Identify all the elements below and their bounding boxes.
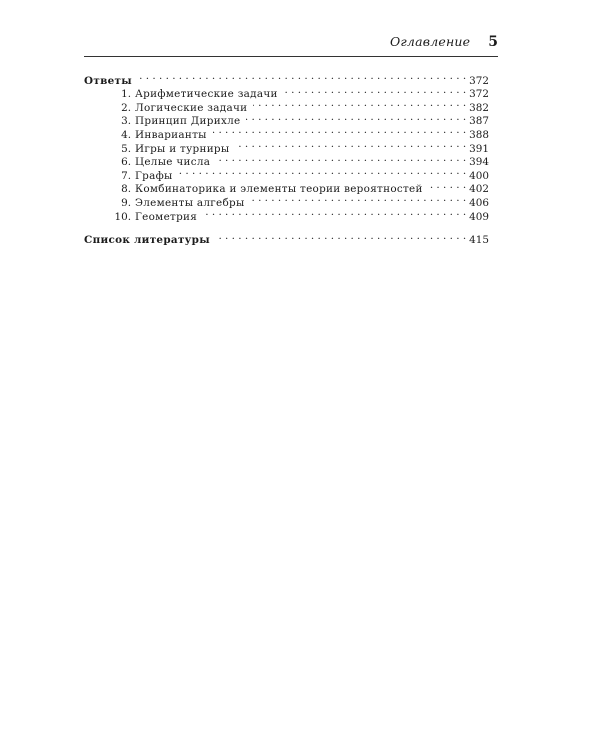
- toc-entry-title: Логические задачи: [135, 101, 248, 114]
- toc-leader-dots: [179, 165, 467, 179]
- toc-page-number: 406: [469, 196, 489, 209]
- toc-page-number: 372: [469, 88, 489, 101]
- toc-section-answers[interactable]: [84, 70, 489, 87]
- toc-entry-title: Геометрия: [135, 210, 198, 223]
- toc-leader-dots: [216, 152, 466, 166]
- running-head-title: Оглавление: [389, 34, 471, 49]
- toc-page-number: 402: [469, 183, 489, 196]
- toc-entry-title: Комбинаторика и элементы теории вероятностей: [135, 183, 423, 196]
- toc-entry-number: 1.: [121, 88, 131, 101]
- table-of-contents: [84, 70, 489, 247]
- page-number: 5: [488, 34, 498, 50]
- toc-leader-dots: [429, 179, 466, 193]
- toc-leader-dots: [216, 230, 466, 244]
- toc-entry-number: 7.: [121, 169, 131, 182]
- toc-leader-dots: [203, 206, 466, 220]
- toc-leader-dots: [213, 124, 466, 138]
- toc-leader-dots: [235, 138, 466, 152]
- toc-leader-dots: [253, 97, 466, 111]
- toc-entry-number: 6.: [121, 156, 131, 169]
- running-head: [84, 34, 498, 52]
- toc-section-title: Ответы: [84, 74, 132, 87]
- toc-page-number: 394: [469, 156, 489, 169]
- toc-entry-title: Принцип Дирихле: [135, 115, 241, 128]
- toc-page-number: 372: [469, 74, 489, 87]
- toc-page-number: 409: [469, 210, 489, 223]
- toc-entry-number: 4.: [121, 128, 131, 141]
- toc-entry-title: Игры и турниры: [135, 142, 230, 155]
- toc-entry-number: 3.: [121, 115, 131, 128]
- toc-entry-number: 8.: [121, 183, 131, 196]
- toc-leader-dots: [251, 192, 467, 206]
- toc-page-number: 387: [469, 115, 489, 128]
- toc-page-number: 382: [469, 101, 489, 114]
- toc-entry-number: 9.: [121, 196, 131, 209]
- toc-entry-number: 2.: [121, 101, 131, 114]
- toc-entry-title: Арифметические задачи: [135, 88, 278, 101]
- toc-section-title: Список литературы: [84, 234, 210, 247]
- toc-entry-title: Элементы алгебры: [135, 196, 245, 209]
- toc-leader-dots: [284, 84, 466, 98]
- toc-leader-dots: [138, 70, 466, 84]
- toc-page-number: 415: [469, 234, 489, 247]
- toc-entry-number: 10.: [114, 210, 131, 223]
- toc-page-number: 388: [469, 128, 489, 141]
- toc-section-references[interactable]: [84, 230, 489, 247]
- toc-leader-dots: [246, 111, 466, 125]
- toc-page-number: 400: [469, 169, 489, 182]
- toc-entry-title: Графы: [135, 169, 173, 182]
- toc-entry-title: Целые числа: [135, 156, 211, 169]
- toc-page-number: 391: [469, 142, 489, 155]
- toc-entry[interactable]: [84, 84, 489, 101]
- toc-entry-number: 5.: [121, 142, 131, 155]
- header-rule: [84, 56, 498, 57]
- toc-entry-title: Инварианты: [135, 128, 207, 141]
